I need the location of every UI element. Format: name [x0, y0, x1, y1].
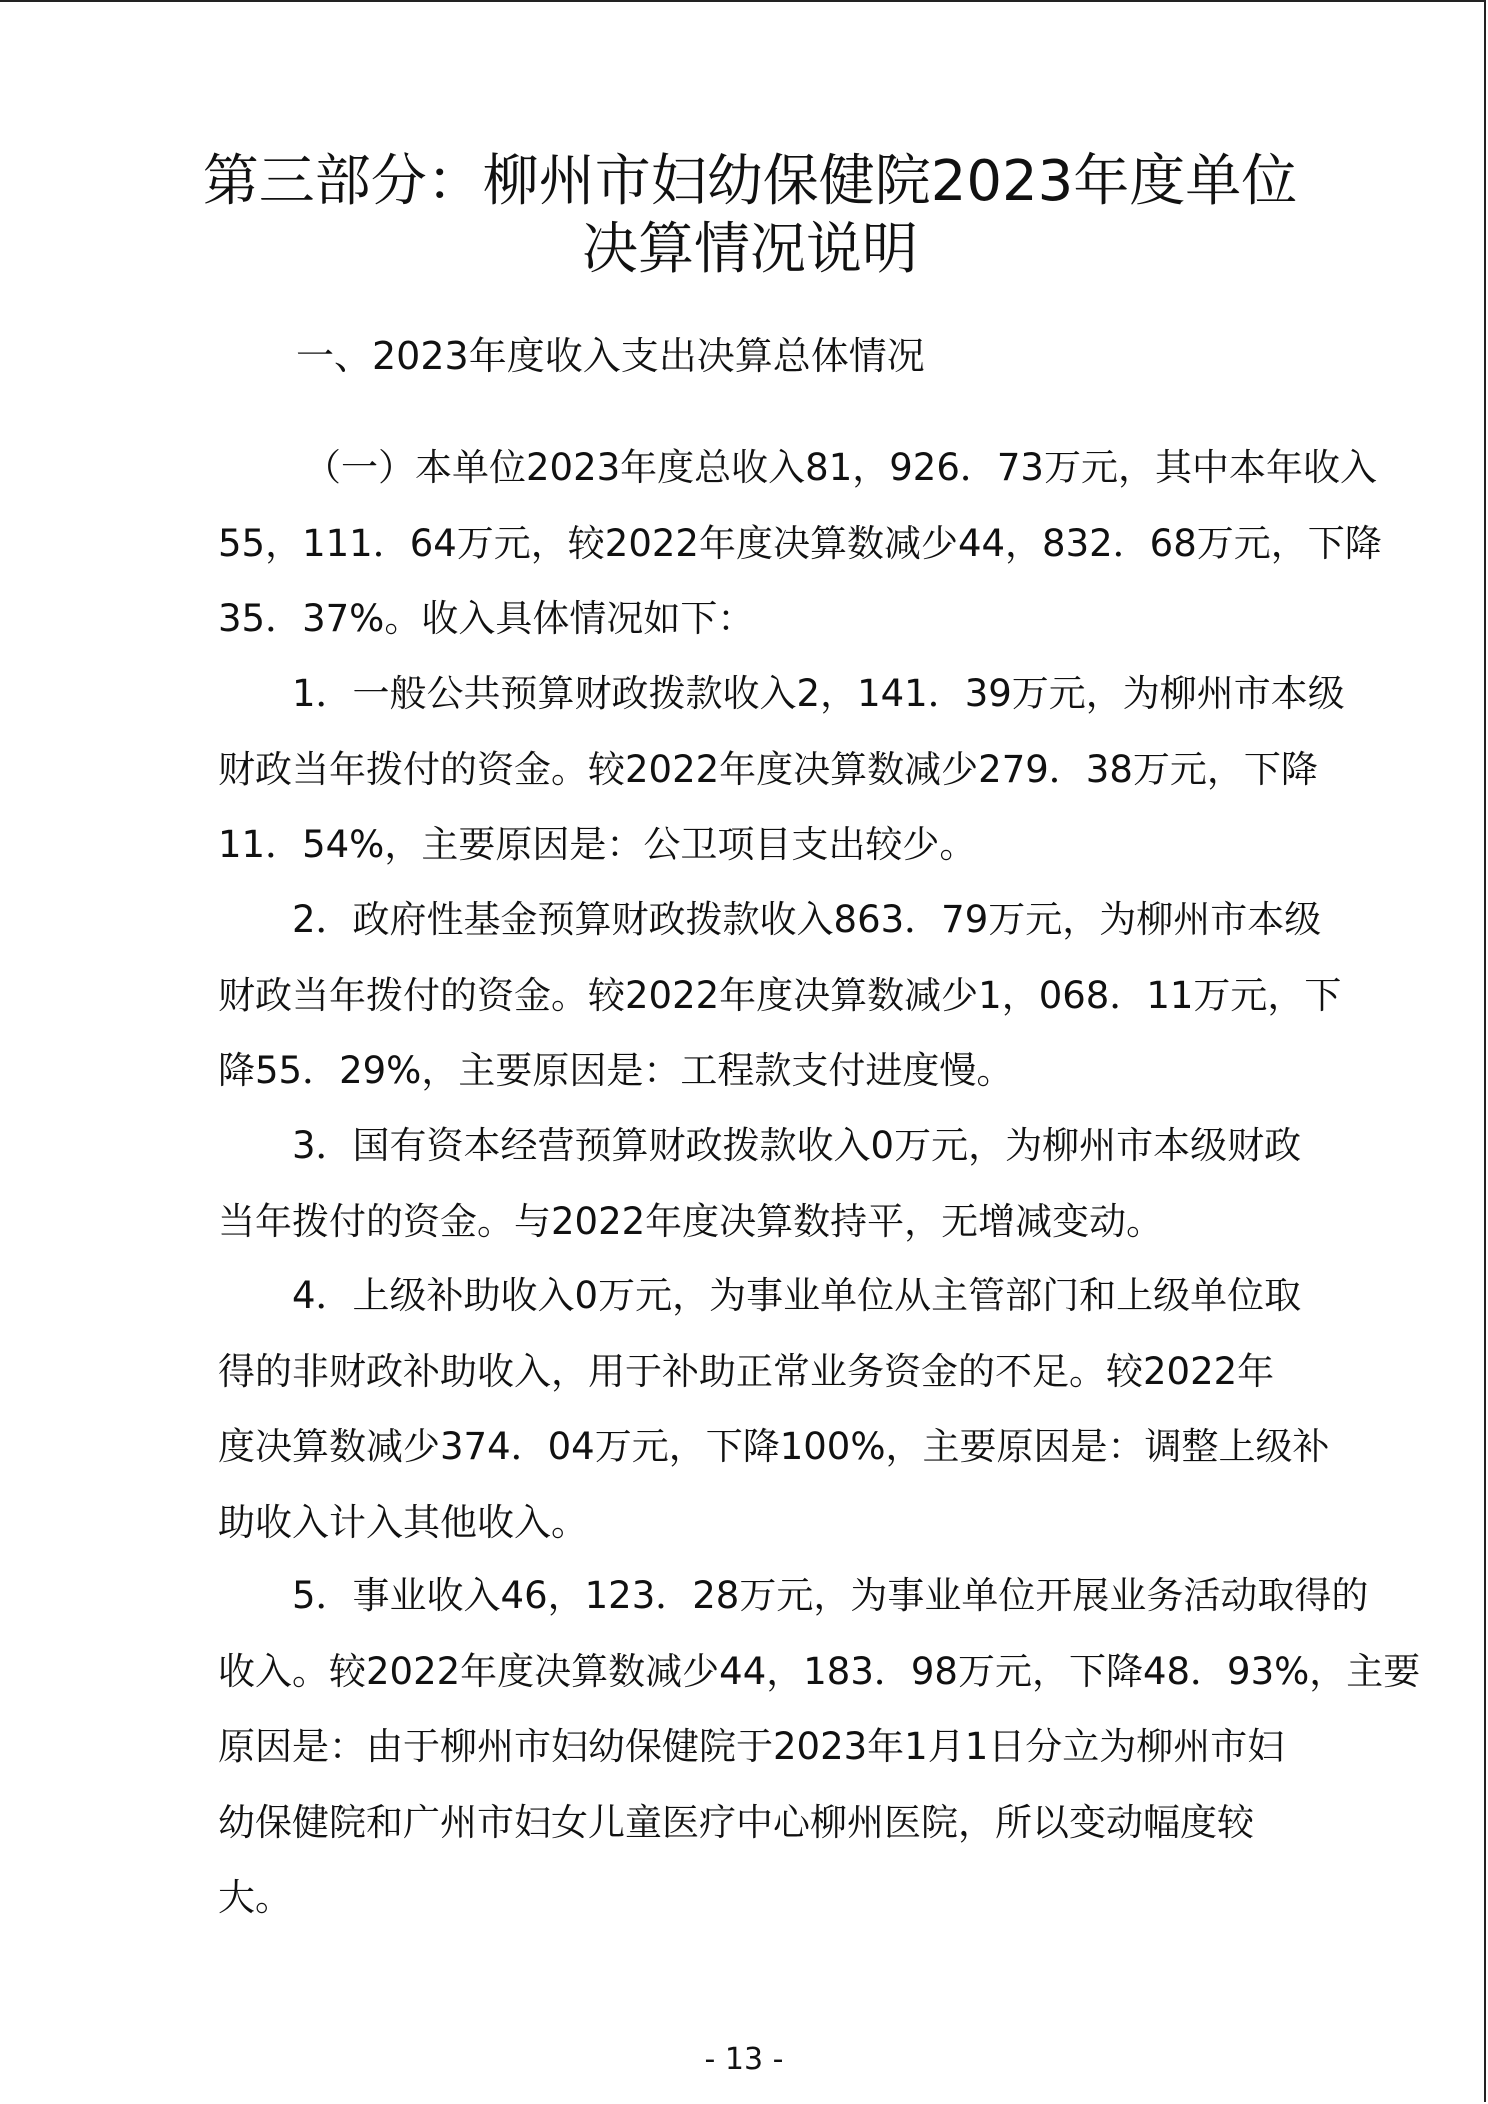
- paragraph-line: 1．一般公共预算财政拨款收入2，141．39万元，为柳州市本级: [292, 672, 1345, 715]
- paragraph-total-income: [218, 430, 1382, 657]
- paragraph-line: 得的非财政补助收入，用于补助正常业务资金的不足。较2022年: [218, 1349, 1275, 1393]
- title-line-1: 第三部分：柳州市妇幼保健院2023年度单位: [202, 149, 1298, 214]
- paragraph-line: 当年拨付的资金。与2022年度决算数持平，无增减变动。: [218, 1199, 1164, 1243]
- paragraph-line: 降55．29%，主要原因是：工程款支付进度慢。: [218, 1049, 1014, 1092]
- paragraph-line: 11．54%，主要原因是：公卫项目支出较少。: [218, 823, 977, 866]
- paragraph-line: 3．国有资本经营预算财政拨款收入0万元，为柳州市本级财政: [292, 1124, 1302, 1167]
- paragraph-line: 35．37%。收入具体情况如下：: [218, 597, 755, 640]
- document-title: [150, 148, 1350, 284]
- paragraph-line: 原因是：由于柳州市妇幼保健院于2023年1月1日分立为柳州市妇: [218, 1725, 1285, 1768]
- paragraph-line: 财政当年拨付的资金。较2022年度决算数减少1，068．11万元，下: [218, 973, 1342, 1017]
- paragraph-line: 度决算数减少374．04万元，下降100%，主要原因是：调整上级补: [218, 1425, 1330, 1468]
- title-line-2: 决算情况说明: [582, 217, 918, 282]
- paragraph-line: 大。: [218, 1876, 292, 1919]
- paragraph-line: 幼保健院和广州市妇女儿童医疗中心柳州医院，所以变动幅度较: [218, 1800, 1254, 1844]
- paragraph-line: 助收入计入其他收入。: [218, 1500, 588, 1544]
- paragraph-state-capital: [218, 1108, 1302, 1259]
- paragraph-government-fund: [218, 882, 1342, 1109]
- paragraph-line: 4．上级补助收入0万元，为事业单位从主管部门和上级单位取: [292, 1274, 1302, 1317]
- paragraph-superior-subsidy: [218, 1258, 1330, 1560]
- paragraph-line: 收入。较2022年度决算数减少44，183．98万元，下降48．93%，主要: [218, 1649, 1421, 1693]
- paragraph-line: 2．政府性基金预算财政拨款收入863．79万元，为柳州市本级: [292, 898, 1322, 941]
- section-heading: 一、2023年度收入支出决算总体情况: [296, 334, 925, 378]
- paragraph-line: 55，111．64万元，较2022年度决算数减少44，832．68万元，下降: [218, 521, 1382, 565]
- paragraph-line: 财政当年拨付的资金。较2022年度决算数减少279．38万元，下降: [218, 747, 1318, 791]
- paragraph-general-budget: [218, 656, 1345, 883]
- page-number: - 13 -: [704, 2042, 784, 2077]
- paragraph-line: 5．事业收入46，123．28万元，为事业单位开展业务活动取得的: [292, 1574, 1369, 1617]
- paragraph-line: （一）本单位2023年度总收入81，926．73万元，其中本年收入: [304, 446, 1377, 489]
- paragraph-business-income: [218, 1558, 1421, 1936]
